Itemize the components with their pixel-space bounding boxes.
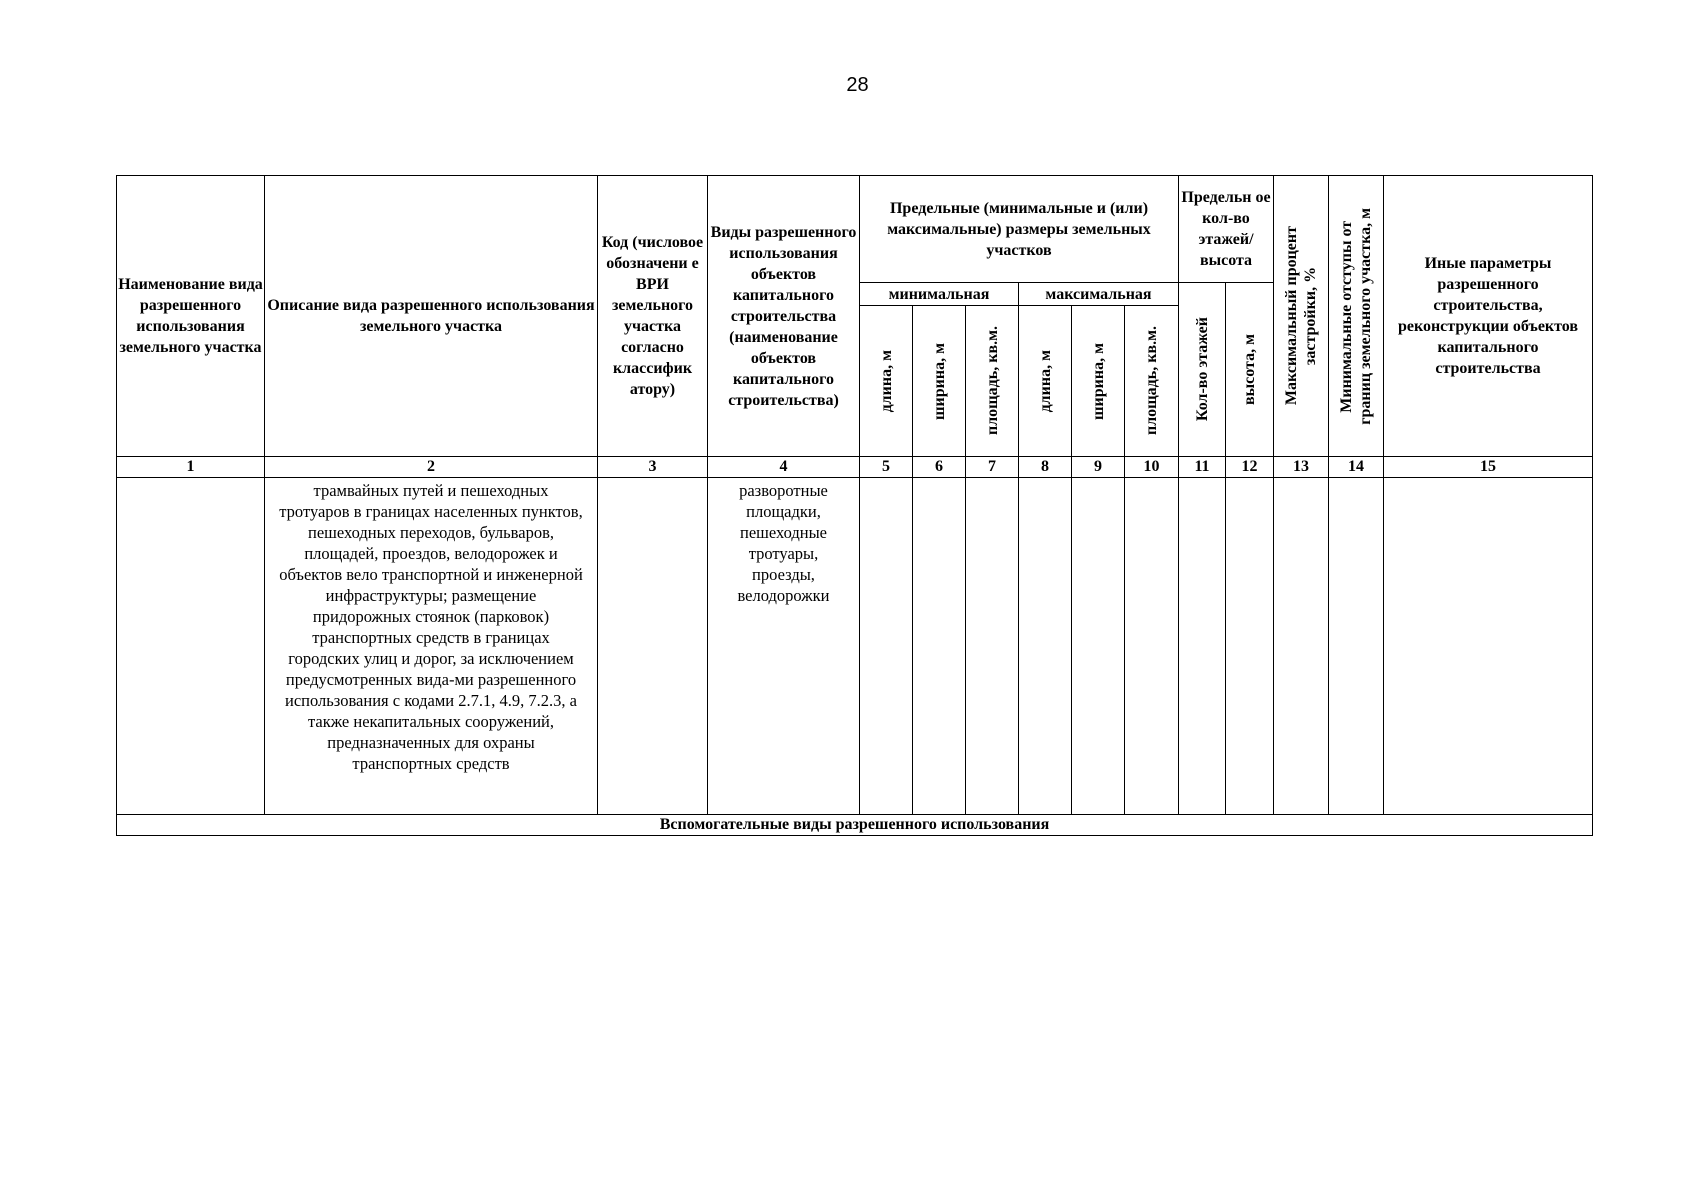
permitted-objects-text: разворотные площадки, пешеходные тротуары, проезды, велодорожки — [737, 481, 830, 605]
cell-max-percent — [1274, 478, 1329, 815]
section-title: Вспомогательные виды разрешенного использования — [117, 815, 1593, 836]
header-other-parameters: Иные параметры разрешенного строительства, реконструкции объектов капитального строительства — [1384, 176, 1593, 457]
header-max-area — [1125, 306, 1179, 457]
column-number: 2 — [265, 457, 598, 478]
header-max-build-percent — [1274, 176, 1329, 457]
cell-max-length — [1019, 478, 1072, 815]
column-number: 3 — [598, 457, 708, 478]
cell-min-area — [966, 478, 1019, 815]
header-max-width-text: ширина, м — [1089, 342, 1107, 420]
header-min-setbacks-line2: границ земельного участка, м — [1357, 207, 1374, 425]
header-height-text: высота, м — [1241, 334, 1258, 405]
description-text: трамвайных путей и пешеходных тротуаров в границах населенных пунктов, пешеходных переходов, бульваров, площадей, проездов, велодорожек и объектов вело транспортной и инженерной инфраструктуры; размещение придорожных стоянок (парковок) транспортных средств в границах городских улиц и дорог, за исключением предусмотренных вида-ми разрешенного использования с кодами 2.7.1, 4.9, 7.2.3, а также некапитальных сооружений, предназначенных для охраны транспортных средств — [279, 481, 583, 773]
column-number: 1 — [117, 457, 265, 478]
cell-description — [265, 478, 598, 815]
header-max-build-percent-line2: застройки, % — [1302, 266, 1319, 366]
column-number: 14 — [1329, 457, 1384, 478]
section-row — [117, 815, 1593, 836]
table-row — [117, 478, 1593, 815]
cell-permitted-objects — [708, 478, 860, 815]
cell-max-width — [1072, 478, 1125, 815]
header-floors-height-group: Предельн ое кол-во этажей/ высота — [1179, 176, 1274, 283]
header-floors — [1179, 283, 1226, 457]
regulations-table — [116, 175, 1593, 836]
cell-height — [1226, 478, 1274, 815]
header-min-setbacks — [1329, 176, 1384, 457]
column-number: 5 — [860, 457, 913, 478]
page-number: 28 — [846, 74, 869, 96]
header-permitted-use-description: Описание вида разрешенного использования земельного участка — [265, 176, 598, 457]
header-maximum: максимальная — [1019, 283, 1179, 306]
header-max-width — [1072, 306, 1125, 457]
column-number: 13 — [1274, 457, 1329, 478]
cell-use-name — [117, 478, 265, 815]
header-min-length-text: длина, м — [877, 349, 895, 413]
cell-setbacks — [1329, 478, 1384, 815]
header-min-area — [966, 306, 1019, 457]
header-permitted-use-name: Наименование вида разрешенного использования земельного участка — [117, 176, 265, 457]
cell-max-area — [1125, 478, 1179, 815]
header-max-length-text: длина, м — [1036, 349, 1054, 413]
column-number: 8 — [1019, 457, 1072, 478]
column-numbers-row — [117, 457, 1593, 478]
column-number: 6 — [913, 457, 966, 478]
column-number: 11 — [1179, 457, 1226, 478]
cell-floors — [1179, 478, 1226, 815]
cell-min-width — [913, 478, 966, 815]
column-number: 4 — [708, 457, 860, 478]
column-number: 7 — [966, 457, 1019, 478]
header-height — [1226, 283, 1274, 457]
header-min-width-text: ширина, м — [930, 342, 948, 420]
column-number: 12 — [1226, 457, 1274, 478]
header-max-length — [1019, 306, 1072, 457]
header-row-1 — [117, 176, 1593, 283]
header-code: Код (числовое обозначени е ВРИ земельного участка согласно классифик атору) — [598, 176, 708, 457]
header-min-length — [860, 306, 913, 457]
header-minimum: минимальная — [860, 283, 1019, 306]
cell-other-parameters — [1384, 478, 1593, 815]
header-capital-construction-types: Виды разрешенного использования объектов капитального строительства (наименование объектов капитального строительства) — [708, 176, 860, 457]
column-number: 9 — [1072, 457, 1125, 478]
header-min-width — [913, 306, 966, 457]
column-number: 10 — [1125, 457, 1179, 478]
header-plot-size-limits: Предельные (минимальные и (или) максимальные) размеры земельных участков — [860, 176, 1179, 283]
cell-min-length — [860, 478, 913, 815]
column-number: 15 — [1384, 457, 1593, 478]
header-floors-text: Кол-во этажей — [1193, 317, 1211, 422]
header-max-build-percent-line1: Максимальный процент — [1283, 226, 1300, 406]
cell-code — [598, 478, 708, 815]
header-min-area-text: площадь, кв.м. — [983, 326, 1001, 436]
header-max-area-text: площадь, кв.м. — [1143, 326, 1160, 436]
header-min-setbacks-line1: Минимальные отступы от — [1338, 220, 1355, 412]
